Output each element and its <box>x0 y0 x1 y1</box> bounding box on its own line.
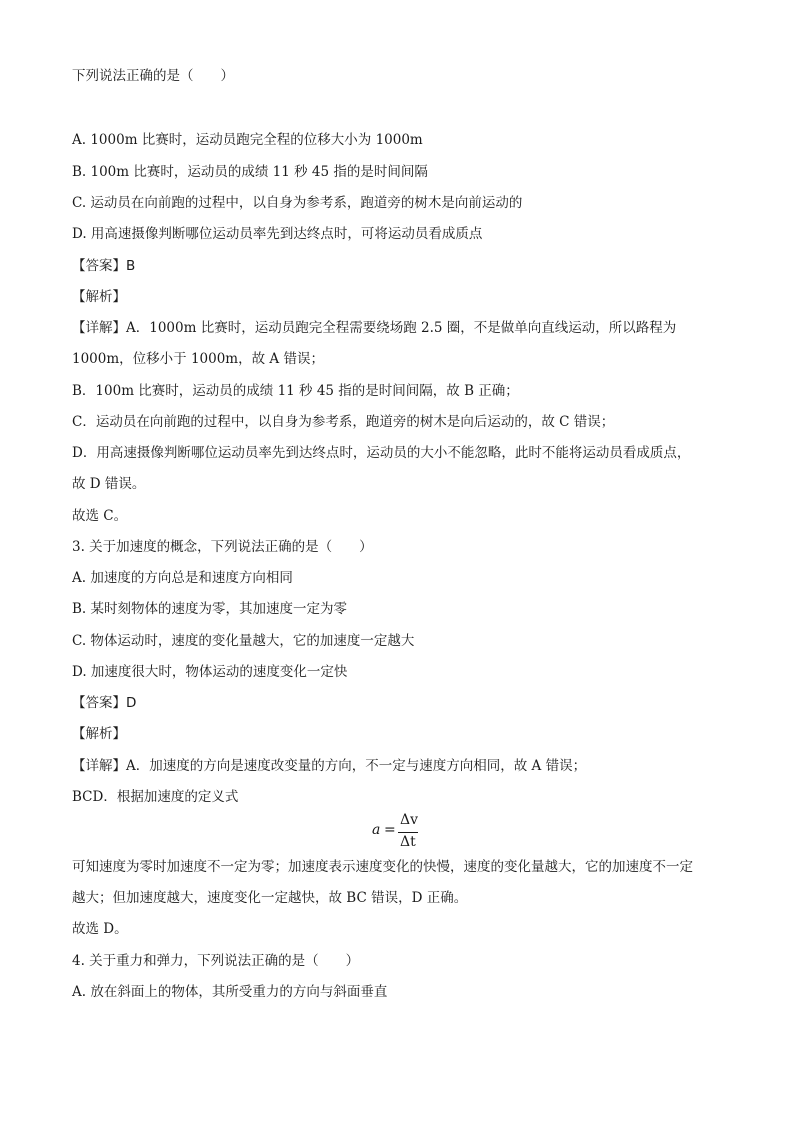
formula-numerator: Δv <box>400 812 419 828</box>
detail-line: 【详解】A．1000m 比赛时，运动员跑完全程需要绕场跑 2.5 圈，不是做单向直线运动，所以路程为 <box>72 320 677 336</box>
detail-line: BCD．根据加速度的定义式 <box>72 789 239 805</box>
detail-line: B．100m 比赛时，运动员的成绩 11 秒 45 指的是时间间隔，故 B 正确； <box>72 383 519 399</box>
answer-label: 【答案】D <box>72 695 137 711</box>
option-a: A. 放在斜面上的物体，其所受重力的方向与斜面垂直 <box>72 984 388 1000</box>
acceleration-formula <box>372 812 432 852</box>
formula-equals: = <box>384 822 396 838</box>
detail-line: 【详解】A．加速度的方向是速度改变量的方向，不一定与速度方向相同，故 A 错误； <box>72 758 587 774</box>
formula-lhs: a <box>372 822 381 838</box>
fraction-bar <box>398 832 418 833</box>
detail-line: 可知速度为零时加速度不一定为零；加速度表示速度变化的快慢，速度的变化量越大，它的加速度不一定 <box>72 859 693 875</box>
formula-denominator: Δt <box>400 834 416 850</box>
option-b: B. 100m 比赛时，运动员的成绩 11 秒 45 指的是时间间隔 <box>72 164 428 180</box>
question-4-stem: 4. 关于重力和弹力，下列说法正确的是（ ） <box>72 953 360 969</box>
question-3-stem: 3. 关于加速度的概念，下列说法正确的是（ ） <box>72 539 373 555</box>
detail-line: 故 D 错误。 <box>72 476 146 492</box>
option-b: B. 某时刻物体的速度为零，其加速度一定为零 <box>72 601 348 617</box>
answer-label: 【答案】B <box>72 258 136 274</box>
conclusion-line: 故选 D。 <box>72 921 128 937</box>
detail-line: C．运动员在向前跑的过程中，以自身为参考系，跑道旁的树木是向后运动的，故 C 错误； <box>72 414 615 430</box>
detail-line: 越大；但加速度越大，速度变化一定越快，故 BC 错误，D 正确。 <box>72 890 468 906</box>
option-c: C. 物体运动时，速度的变化量越大，它的加速度一定越大 <box>72 633 415 649</box>
option-d: D. 加速度很大时，物体运动的速度变化一定快 <box>72 664 348 680</box>
option-a: A. 加速度的方向总是和速度方向相同 <box>72 570 293 586</box>
conclusion-line: 故选 C。 <box>72 508 128 524</box>
question-stem: 下列说法正确的是（ ） <box>72 68 234 84</box>
detail-line: D．用高速摄像判断哪位运动员率先到达终点时，运动员的大小不能忽略，此时不能将运动员看成质点， <box>72 445 691 461</box>
detail-line: 1000m，位移小于 1000m，故 A 错误； <box>72 351 324 367</box>
analysis-label: 【解析】 <box>72 726 126 742</box>
analysis-label: 【解析】 <box>72 289 126 305</box>
option-a: A. 1000m 比赛时，运动员跑完全程的位移大小为 1000m <box>72 132 423 148</box>
option-d: D. 用高速摄像判断哪位运动员率先到达终点时，可将运动员看成质点 <box>72 226 483 242</box>
option-c: C. 运动员在向前跑的过程中，以自身为参考系，跑道旁的树木是向前运动的 <box>72 195 523 211</box>
